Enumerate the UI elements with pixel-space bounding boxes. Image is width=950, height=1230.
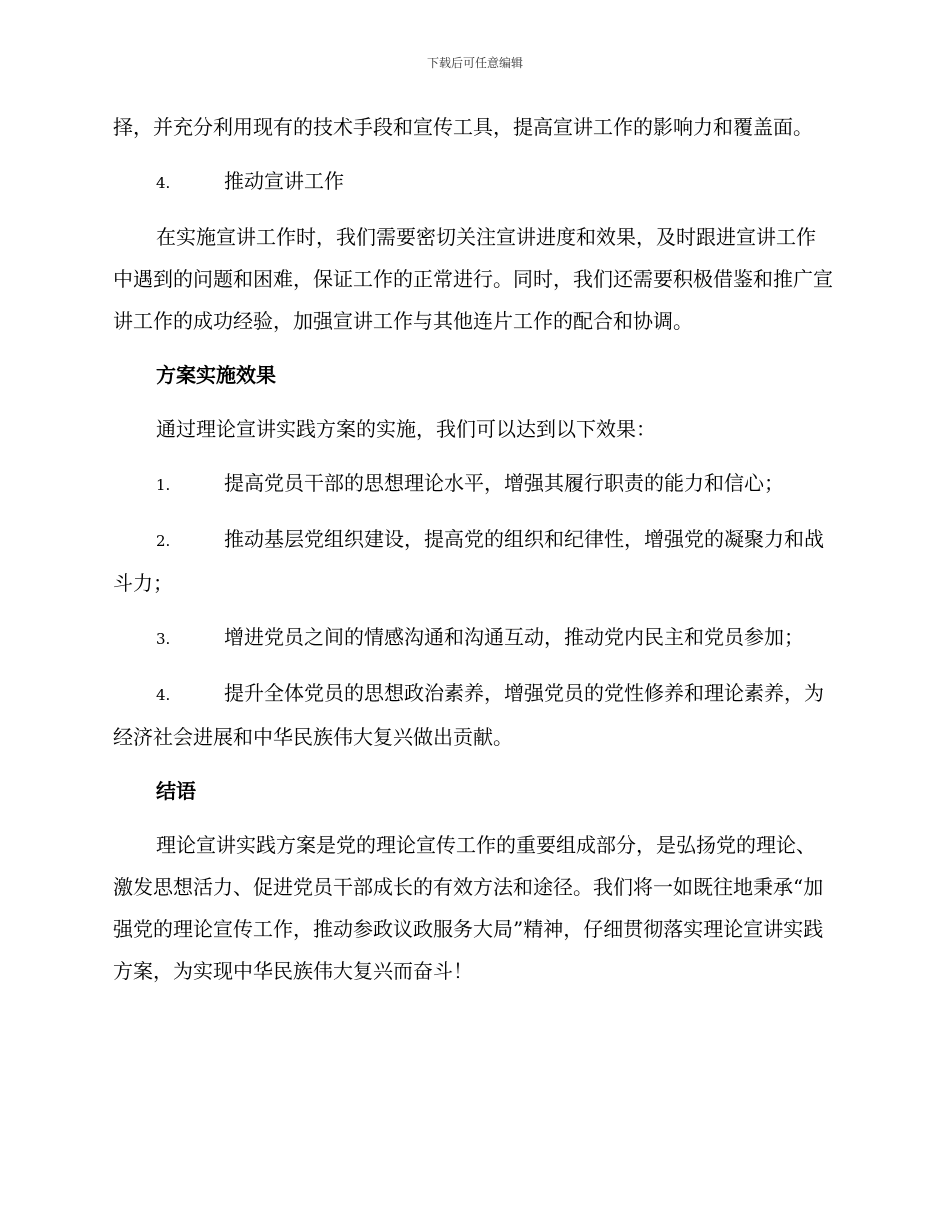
list-number: 3. <box>156 630 171 648</box>
list-number: 4. <box>156 174 171 192</box>
effect-item-3 <box>113 616 833 660</box>
section-4-title <box>113 160 833 204</box>
document-body <box>113 106 833 992</box>
effects-heading: 方案实施效果 <box>156 363 276 387</box>
list-text: 提高党员干部的思想理论水平，增强其履行职责的能力和信心； <box>224 471 784 495</box>
list-number: 4. <box>156 686 171 704</box>
section-4-paragraph: 在实施宣讲工作时，我们需要密切关注宣讲进度和效果，及时跟进宣讲工作中遇到的问题和困难，保证工作的正常进行。同时，我们还需要积极借鉴和推广宣讲工作的成功经验，加强宣讲工作与其他连片工作的配合和协调。 <box>113 225 833 333</box>
effect-item-4 <box>113 672 833 758</box>
effect-item-2 <box>113 518 833 604</box>
list-text: 增进党员之间的情感沟通和沟通互动，推动党内民主和党员参加； <box>224 625 804 649</box>
list-number: 2. <box>156 532 171 550</box>
list-text: 提升全体党员的思想政治素养，增强党员的党性修养和理论素养，为经济社会进展和中华民族伟大复兴做出贡献。 <box>113 681 824 749</box>
conclusion-paragraph: 理论宣讲实践方案是党的理论宣传工作的重要组成部分，是弘扬党的理论、激发思想活力、促进党员干部成长的有效方法和途径。我们将一如既往地秉承“加强党的理论宣传工作，推动参政议政服务大局”精神，仔细贯彻落实理论宣讲实践方案，为实现中华民族伟大复兴而奋斗！ <box>113 833 824 983</box>
conclusion-heading: 结语 <box>156 779 196 803</box>
list-number: 1. <box>156 476 171 494</box>
list-text: 推动宣讲工作 <box>224 169 344 193</box>
intro-paragraph: 择，并充分利用现有的技术手段和宣传工具，提高宣讲工作的影响力和覆盖面。 <box>113 115 813 139</box>
list-text: 推动基层党组织建设，提高党的组织和纪律性，增强党的凝聚力和战斗力； <box>113 527 824 595</box>
effects-intro: 通过理论宣讲实践方案的实施，我们可以达到以下效果： <box>156 417 656 441</box>
page-header: 下载后可任意编辑 <box>426 56 523 70</box>
effect-item-1 <box>113 462 833 506</box>
